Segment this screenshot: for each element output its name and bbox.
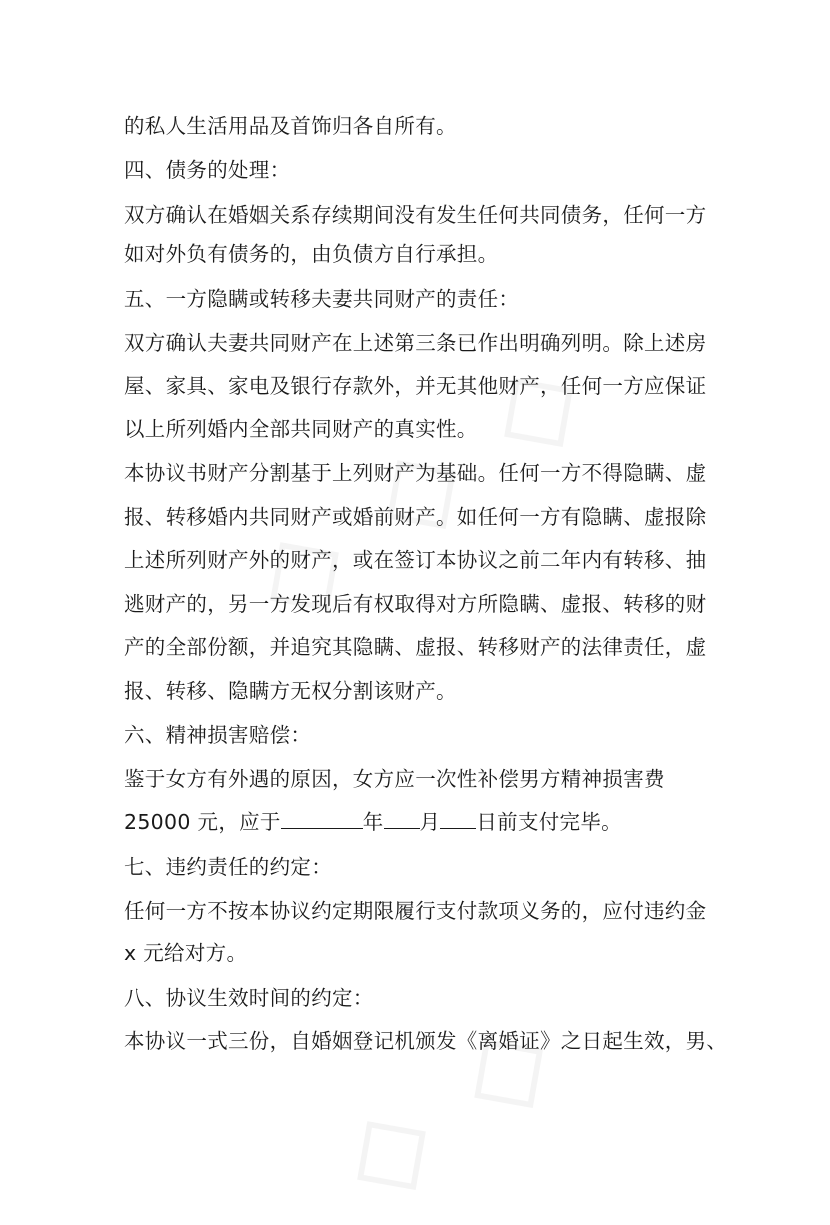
- section-heading-breach: 七、违约责任的约定：: [124, 855, 332, 879]
- watermark: [315, 983, 583, 1224]
- body-text-line: x 元给对方。: [124, 941, 248, 965]
- body-text-line: 任何一方不按本协议约定期限履行支付款项义务的，应付违约金: [124, 899, 707, 923]
- body-text-line: 逃财产的，另一方发现后有权取得对方所隐瞒、虚报、转移的财: [124, 592, 707, 616]
- body-text-line: 报、转移、隐瞒方无权分割该财产。: [124, 679, 457, 703]
- body-text-line: 产的全部份额，并追究其隐瞒、虚报、转移财产的法律责任，虚: [124, 635, 707, 659]
- body-text-line: 鉴于女方有外遇的原因，女方应一次性补偿男方精神损害费: [124, 767, 665, 791]
- section-heading-effective-date: 八、协议生效时间的约定：: [124, 986, 374, 1010]
- body-text-line: 双方确认在婚姻关系存续期间没有发生任何共同债务，任何一方: [124, 203, 707, 227]
- body-text-line: 屋、家具、家电及银行存款外，并无其他财产，任何一方应保证: [124, 374, 707, 398]
- month-blank: [384, 808, 420, 829]
- section-heading-concealment: 五、一方隐瞒或转移夫妻共同财产的责任：: [124, 287, 520, 311]
- section-heading-compensation: 六、精神损害赔偿：: [124, 723, 312, 747]
- body-text-line: 报、转移婚内共同财产或婚前财产。如任何一方有隐瞒、虚报除: [124, 505, 707, 529]
- month-label: 月: [419, 810, 441, 834]
- payment-amount: 25000 元，应于: [124, 810, 281, 834]
- day-suffix: 日前支付完毕。: [476, 810, 622, 834]
- body-text-line: 上述所列财产外的财产，或在签订本协议之前二年内有转移、抽: [124, 548, 707, 572]
- day-blank: [440, 808, 476, 829]
- year-label: 年: [362, 810, 384, 834]
- body-text-line: 以上所列婚内全部共同财产的真实性。: [124, 417, 478, 441]
- payment-line: [124, 808, 622, 836]
- body-text-line: 的私人生活用品及首饰归各自所有。: [124, 114, 457, 138]
- body-text-line: 本协议书财产分割基于上列财产为基础。任何一方不得隐瞒、虚: [124, 461, 707, 485]
- section-heading-debts: 四、债务的处理：: [124, 158, 291, 182]
- body-text-line: 如对外负有债务的，由负债方自行承担。: [124, 242, 499, 266]
- body-text-line: 双方确认夫妻共同财产在上述第三条已作出明确列明。除上述房: [124, 331, 707, 355]
- year-blank: [281, 808, 363, 829]
- body-text-line: 本协议一式三份，自婚姻登记机颁发《离婚证》之日起生效，男、: [124, 1029, 728, 1053]
